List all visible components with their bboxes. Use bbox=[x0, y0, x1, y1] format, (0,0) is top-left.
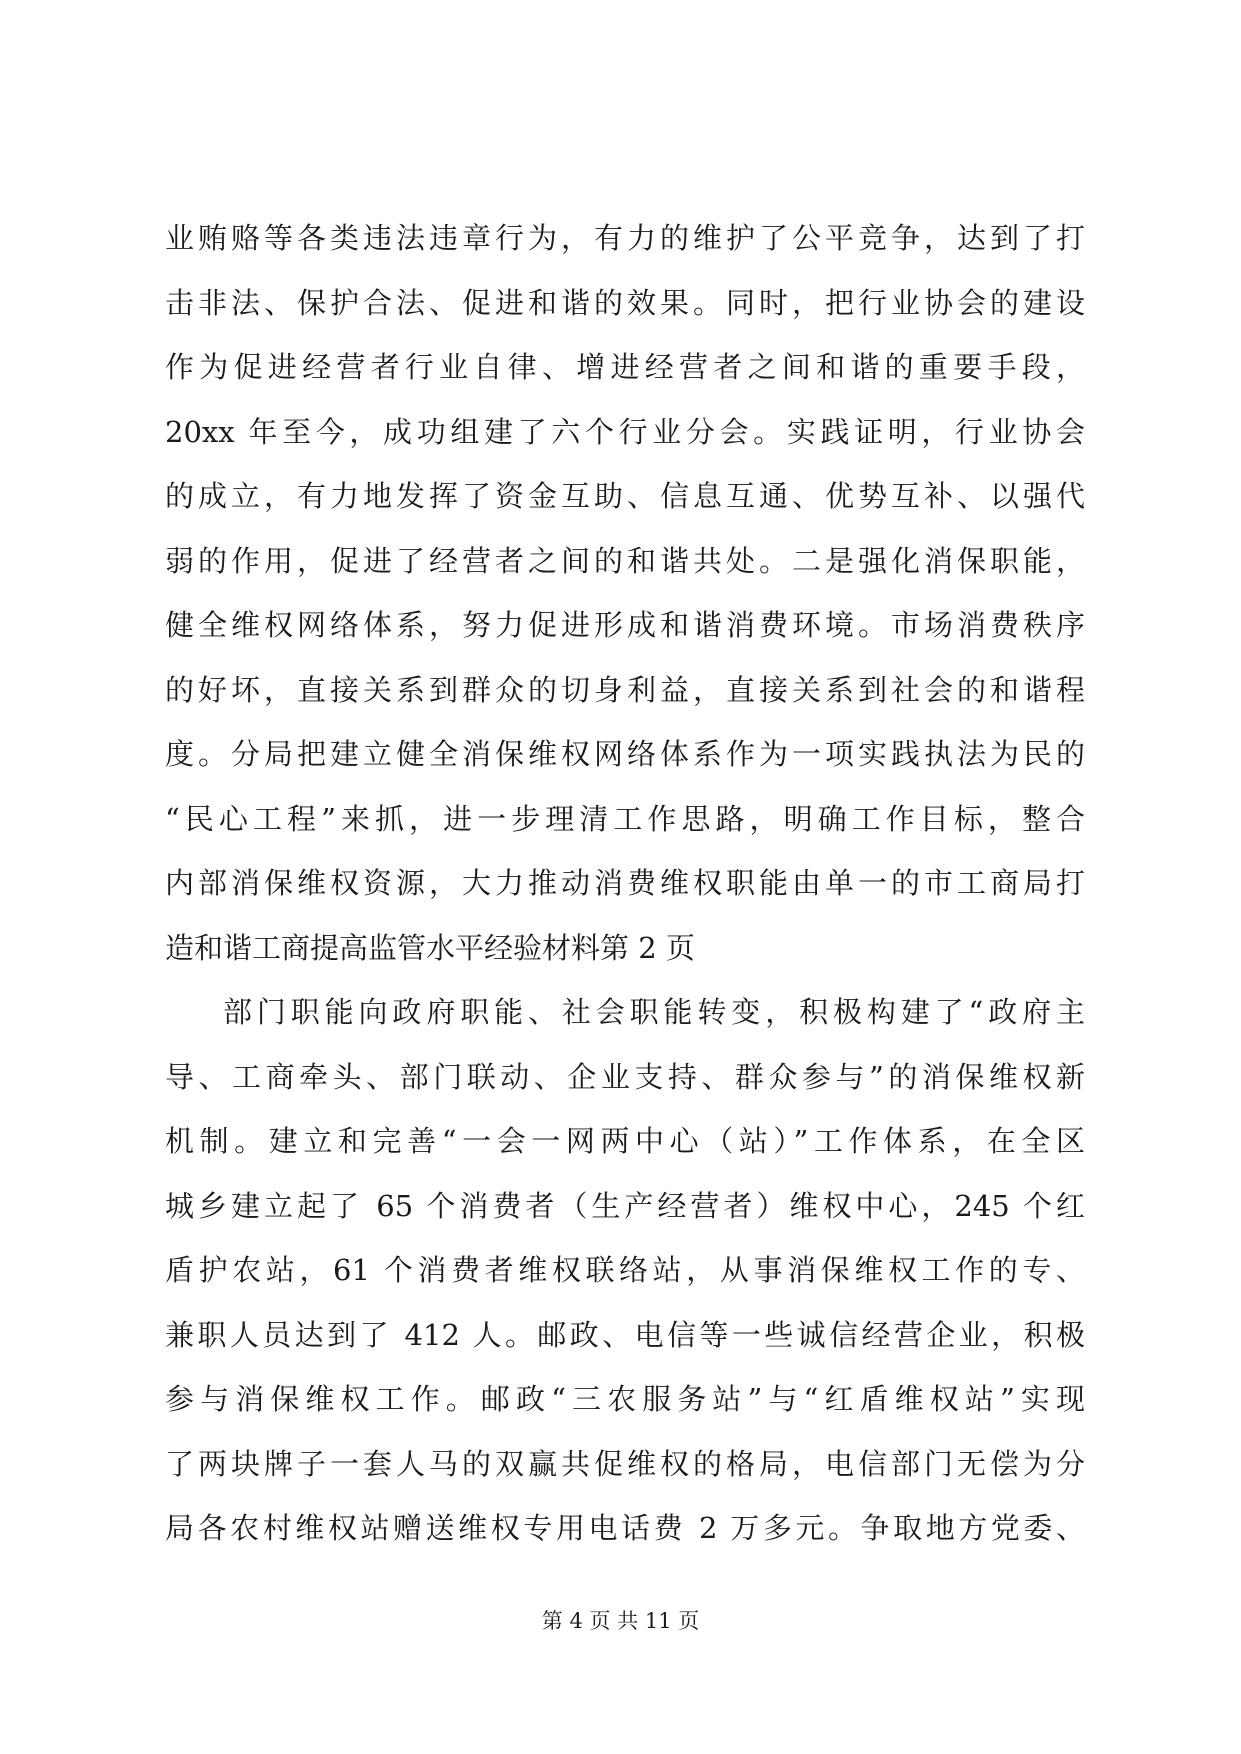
text-line: 参与消保维权工作。邮政“三农服务站”与“红盾维权站”实现 bbox=[165, 1382, 1085, 1416]
text-line: 机制。建立和完善“一会一网两中心（站）”工作体系，在全区 bbox=[165, 1124, 1085, 1158]
text-line: 业贿赂等各类违法违章行为，有力的维护了公平竞争，达到了打 bbox=[165, 221, 1085, 255]
text-line: “民心工程”来抓，进一步理清工作思路，明确工作目标，整合 bbox=[165, 801, 1085, 836]
text-line: 部门职能向政府职能、社会职能转变，积极构建了“政府主 bbox=[223, 995, 1085, 1029]
text-line: 20xx 年至今，成功组建了六个行业分会。实践证明，行业协会 bbox=[165, 414, 1085, 449]
text-line: 击非法、保护合法、促进和谐的效果。同时，把行业协会的建设 bbox=[165, 285, 1085, 320]
paragraph-1 bbox=[165, 206, 1085, 980]
text-line: 导、工商牵头、部门联动、企业支持、群众参与”的消保维权新 bbox=[165, 1059, 1085, 1094]
text-line: 弱的作用，促进了经营者之间的和谐共处。二是强化消保职能， bbox=[165, 543, 1085, 578]
text-line: 盾护农站，61 个消费者维权联络站，从事消保维权工作的专、 bbox=[165, 1253, 1085, 1287]
page-footer: 第 4 页 共 11 页 bbox=[541, 1609, 700, 1633]
text-line: 的好坏，直接关系到群众的切身利益，直接关系到社会的和谐程 bbox=[165, 672, 1085, 707]
text-line: 兼职人员达到了 412 人。邮政、电信等一些诚信经营企业，积极 bbox=[165, 1317, 1085, 1352]
text-line: 造和谐工商提高监管水平经验材料第 2 页 bbox=[165, 930, 695, 965]
paragraph-2 bbox=[165, 980, 1085, 1561]
text-line: 城乡建立起了 65 个消费者（生产经营者）维权中心，245 个红 bbox=[165, 1188, 1085, 1223]
text-line: 的成立，有力地发挥了资金互助、信息互通、优势互补、以强代 bbox=[165, 479, 1085, 513]
text-line: 了两块牌子一套人马的双赢共促维权的格局，电信部门无偿为分 bbox=[165, 1446, 1085, 1481]
text-line: 局各农村维权站赠送维权专用电话费 2 万多元。争取地方党委、 bbox=[165, 1511, 1085, 1545]
body-text bbox=[165, 206, 1085, 1561]
text-line: 内部消保维权资源，大力推动消费维权职能由单一的市工商局打 bbox=[165, 866, 1085, 900]
text-line: 健全维权网络体系，努力促进形成和谐消费环境。市场消费秩序 bbox=[165, 608, 1085, 642]
text-line: 作为促进经营者行业自律、增进经营者之间和谐的重要手段， bbox=[165, 350, 1085, 384]
text-line: 度。分局把建立健全消保维权网络体系作为一项实践执法为民的 bbox=[165, 737, 1085, 771]
